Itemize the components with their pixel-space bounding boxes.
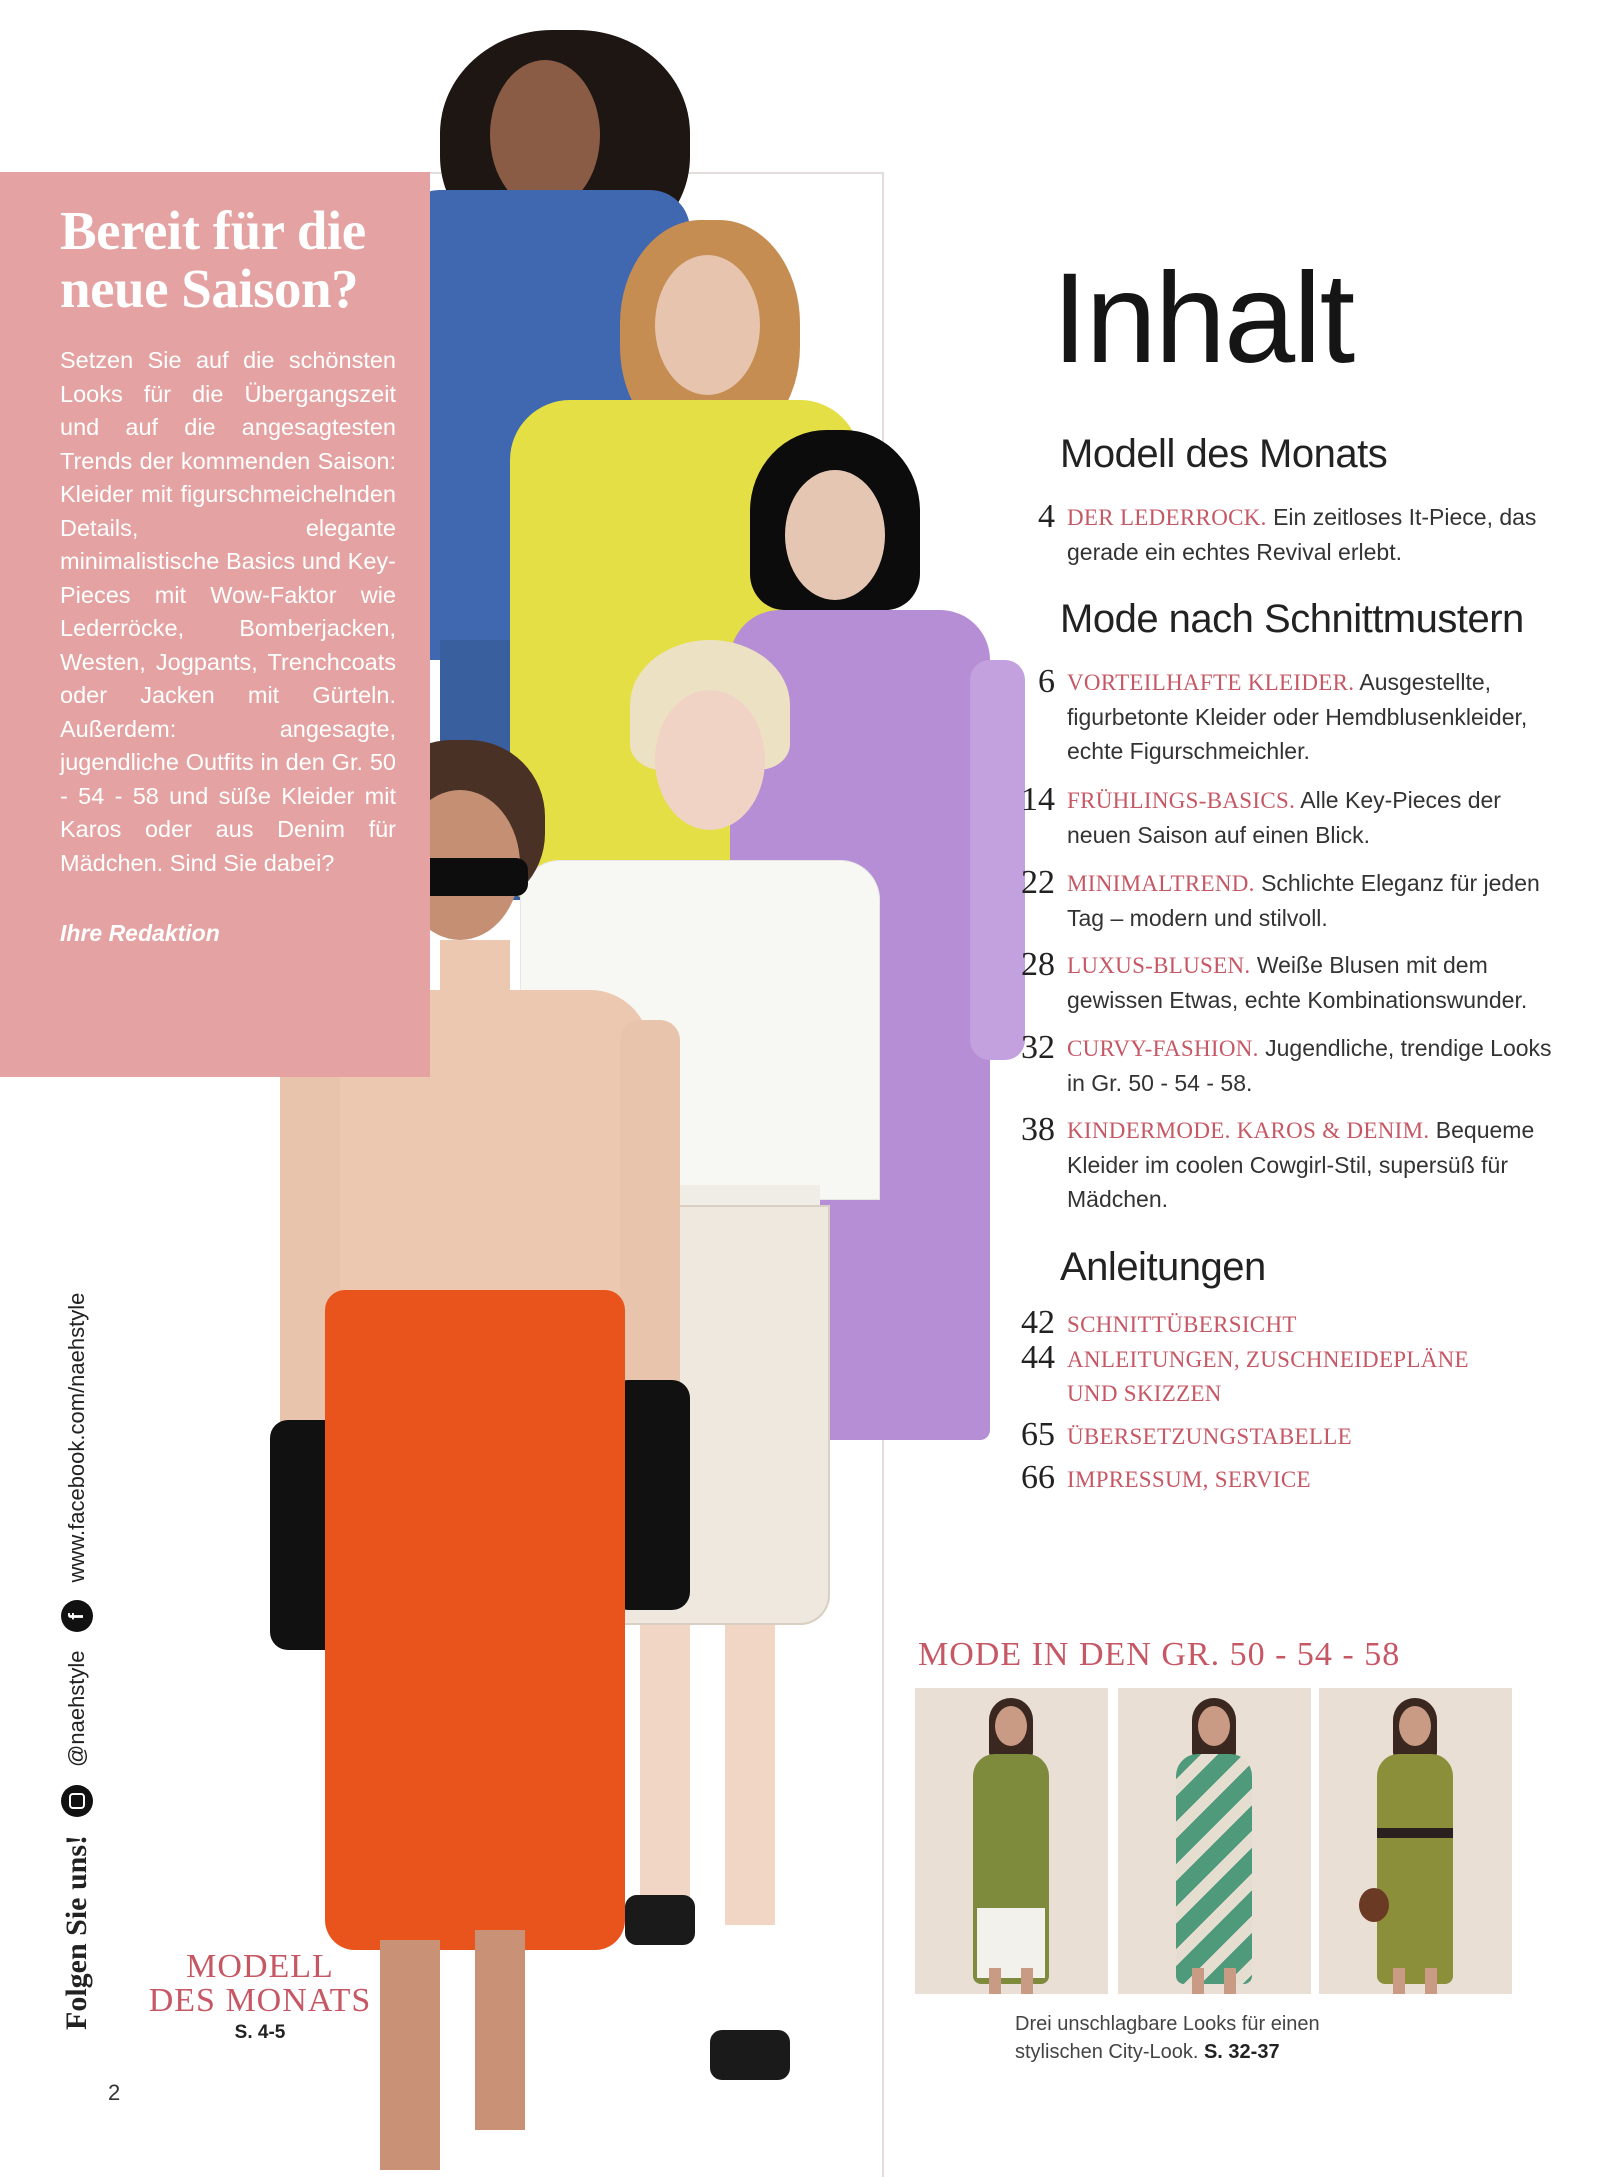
plus-caption-line2: stylischen City-Look. bbox=[1015, 2041, 1199, 2063]
toc-page: 4 bbox=[1038, 498, 1055, 535]
toc-page: 14 bbox=[1021, 781, 1055, 818]
intro-signature: Ihre Redaktion bbox=[60, 920, 220, 946]
facebook-icon: f bbox=[61, 1600, 93, 1632]
toc-label: DER LEDERROCK. bbox=[1067, 505, 1267, 530]
plus-size-title: MODE IN DEN GR. 50 - 54 - 58 bbox=[918, 1636, 1401, 1673]
toc-item[interactable] bbox=[1000, 783, 1570, 852]
plus-caption-line1: Drei unschlagbare Looks für einen bbox=[1015, 2013, 1320, 2035]
plus-size-photo-2 bbox=[1118, 1688, 1311, 1994]
plus-size-photo-1 bbox=[915, 1688, 1108, 1994]
model-of-month-label bbox=[130, 1950, 390, 2044]
toc-text: Ein zeitloses It-Piece, das gerade ein echtes Revival erlebt. bbox=[1067, 504, 1537, 565]
intro-body: Setzen Sie auf die schönsten Looks für die Übergangszeit und auf die angesagtesten Trends der kommenden Saison: Kleider mit figurschmeichelnden Details, elegante minimalistische Basics und Key-Pieces mit Wow-Faktor wie Lederröcke, Bomberjacken, Westen, Jogpants, Trenchcoats oder Jacken mit Gürteln. Außerdem: angesagte, jugendliche Outfits in den Gr. 50 - 54 - 58 und süße Kleider mit Karos oder aus Denim für Mädchen. Sind Sie dabei? bbox=[60, 347, 396, 876]
toc-page: 66 bbox=[1021, 1459, 1055, 1496]
model-of-month-page-ref: S. 4-5 bbox=[234, 2022, 286, 2043]
toc-page: 28 bbox=[1021, 946, 1055, 983]
toc-page: 42 bbox=[1021, 1304, 1055, 1341]
toc-label: LUXUS-BLUSEN. bbox=[1067, 953, 1251, 978]
toc-label: ÜBERSETZUNGSTABELLE bbox=[1067, 1424, 1352, 1449]
toc-item[interactable] bbox=[1000, 1416, 1570, 1454]
toc-page: 22 bbox=[1021, 864, 1055, 901]
follow-label: Folgen Sie uns! bbox=[60, 1834, 93, 2030]
toc-item[interactable] bbox=[1000, 1031, 1570, 1100]
toc-item[interactable] bbox=[1000, 1113, 1570, 1216]
toc-label: KINDERMODE. KAROS & DENIM. bbox=[1067, 1118, 1430, 1143]
toc-text: Schlichte Eleganz für jeden Tag – modern und stilvoll. bbox=[1067, 870, 1540, 931]
section-heading-model-of-month: Modell des Monats bbox=[1060, 432, 1388, 476]
toc-label: MINIMALTREND. bbox=[1067, 871, 1255, 896]
model-of-month-line2: DES MONATS bbox=[148, 1982, 372, 2019]
plus-caption-page-ref: S. 32-37 bbox=[1203, 2041, 1280, 2063]
instagram-handle[interactable]: @naehstyle bbox=[64, 1650, 89, 1767]
toc-label: CURVY-FASHION. bbox=[1067, 1036, 1259, 1061]
model-of-month-line1: MODELL bbox=[186, 1948, 334, 1985]
toc-item[interactable] bbox=[1000, 1459, 1570, 1497]
toc-text: Alle Key-Pieces der neuen Saison auf einen Blick. bbox=[1067, 787, 1501, 848]
instagram-icon bbox=[61, 1785, 93, 1817]
toc-label: FRÜHLINGS-BASICS. bbox=[1067, 788, 1296, 813]
toc-page: 6 bbox=[1038, 663, 1055, 700]
social-follow-strip bbox=[60, 1293, 94, 2030]
facebook-link[interactable]: www.facebook.com/naehstyle bbox=[64, 1292, 89, 1583]
page-number: 2 bbox=[108, 2080, 121, 2105]
toc-label: IMPRESSUM, SERVICE bbox=[1067, 1467, 1311, 1492]
toc-text: Bequeme Kleider im coolen Cowgirl-Stil, supersüß für Mädchen. bbox=[1067, 1117, 1535, 1212]
toc-label: ANLEITUNGEN, ZUSCHNEIDEPLÄNE UND SKIZZEN bbox=[1067, 1347, 1469, 1406]
plus-size-caption bbox=[1015, 2010, 1320, 2066]
plus-size-photo-3 bbox=[1319, 1688, 1512, 1994]
toc-label: SCHNITTÜBERSICHT bbox=[1067, 1312, 1297, 1337]
toc-page: 32 bbox=[1021, 1029, 1055, 1066]
toc-item[interactable] bbox=[1000, 1304, 1570, 1342]
toc-item[interactable] bbox=[1000, 500, 1570, 569]
toc-item[interactable] bbox=[1000, 665, 1570, 768]
toc-page: 44 bbox=[1021, 1339, 1055, 1376]
toc-item[interactable] bbox=[1000, 1339, 1570, 1411]
section-heading-instructions: Anleitungen bbox=[1060, 1245, 1266, 1289]
toc-item[interactable] bbox=[1000, 948, 1570, 1017]
toc-text: Ausgestellte, figurbetonte Kleider oder Hemdblusenkleider, echte Figurschmeichler. bbox=[1067, 669, 1528, 764]
section-heading-patterns: Mode nach Schnittmustern bbox=[1060, 597, 1524, 641]
toc-page: 38 bbox=[1021, 1111, 1055, 1148]
intro-box bbox=[0, 172, 430, 1077]
toc-text: Jugendliche, trendige Looks in Gr. 50 - 54 - 58. bbox=[1067, 1035, 1552, 1096]
toc-text: Weiße Blusen mit dem gewissen Etwas, echte Kombinationswunder. bbox=[1067, 952, 1528, 1013]
intro-title: Bereit für die neue Saison? bbox=[60, 200, 366, 319]
toc-page: 65 bbox=[1021, 1416, 1055, 1453]
toc-label: VORTEILHAFTE KLEIDER. bbox=[1067, 670, 1355, 695]
contents-title: Inhalt bbox=[1052, 247, 1354, 390]
toc-item[interactable] bbox=[1000, 866, 1570, 935]
